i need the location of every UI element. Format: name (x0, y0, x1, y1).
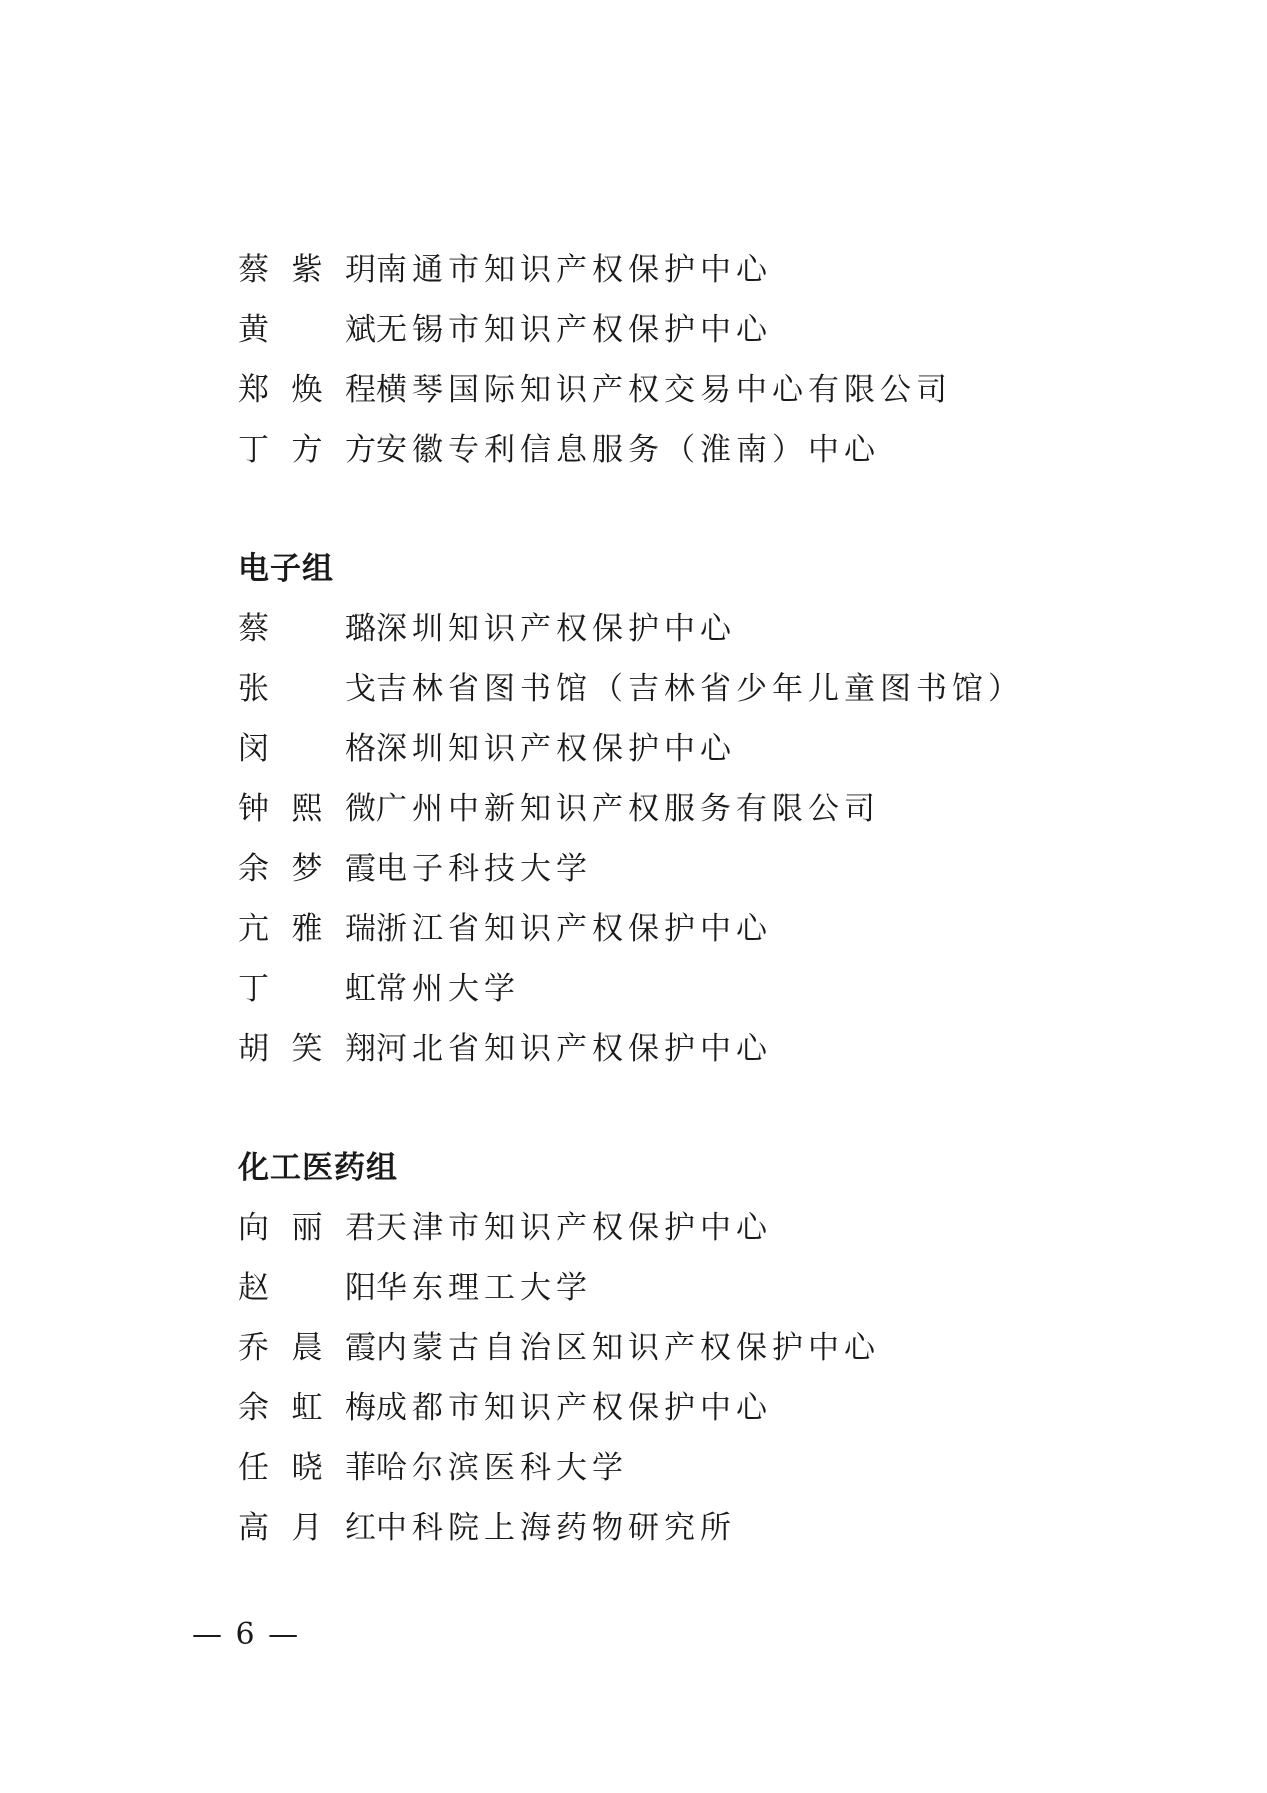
organization-name: 深圳知识产权保护中心 (376, 610, 736, 647)
organization-name: 哈尔滨医科大学 (376, 1449, 628, 1486)
organization-name: 常州大学 (376, 970, 520, 1007)
person-name: 余 虹 梅 (238, 1389, 376, 1426)
organization-name: 安徽专利信息服务（淮南）中心 (376, 431, 880, 468)
list-item (238, 1314, 1138, 1374)
organization-name: 电子科技大学 (376, 850, 592, 887)
person-name: 丁 方 方 (238, 431, 376, 468)
page-number: — 6 — (192, 1617, 301, 1652)
section-heading: 化工医药组 (238, 1149, 398, 1186)
organization-name: 天津市知识产权保护中心 (376, 1209, 772, 1246)
organization-name: 内蒙古自治区知识产权保护中心 (376, 1329, 880, 1366)
person-name: 黄 斌 (238, 311, 376, 348)
list-item (238, 236, 1138, 296)
organization-name: 华东理工大学 (376, 1269, 592, 1306)
person-name: 余 梦 霞 (238, 850, 376, 887)
section-chemical-medicine (238, 1134, 1138, 1554)
list-item (238, 775, 1138, 835)
organization-name: 浙江省知识产权保护中心 (376, 910, 772, 947)
organization-name: 河北省知识产权保护中心 (376, 1030, 772, 1067)
list-item (238, 1254, 1138, 1314)
list-item (238, 895, 1138, 955)
person-name: 丁 虹 (238, 970, 376, 1007)
person-name: 亢 雅 瑞 (238, 910, 376, 947)
person-name: 向 丽 君 (238, 1209, 376, 1246)
person-name: 郑 焕 程 (238, 371, 376, 408)
list-item (238, 955, 1138, 1015)
organization-name: 深圳知识产权保护中心 (376, 730, 736, 767)
person-name: 张 戈 (238, 670, 376, 707)
list-item (238, 1494, 1138, 1554)
organization-name: 横琴国际知识产权交易中心有限公司 (376, 371, 952, 408)
person-name: 钟 熙 微 (238, 790, 376, 827)
organization-name: 吉林省图书馆（吉林省少年儿童图书馆） (376, 670, 1024, 707)
list-item (238, 416, 1138, 476)
organization-name: 成都市知识产权保护中心 (376, 1389, 772, 1426)
list-item (238, 1194, 1138, 1254)
list-item (238, 715, 1138, 775)
organization-name: 中科院上海药物研究所 (376, 1509, 736, 1546)
organization-name: 南通市知识产权保护中心 (376, 251, 772, 288)
list-item (238, 595, 1138, 655)
person-name: 蔡 璐 (238, 610, 376, 647)
list-item (238, 835, 1138, 895)
person-name: 闵 格 (238, 730, 376, 767)
list-item (238, 1434, 1138, 1494)
person-name: 蔡 紫 玥 (238, 251, 376, 288)
list-item (238, 1015, 1138, 1075)
list-item (238, 356, 1138, 416)
person-name: 乔 晨 霞 (238, 1329, 376, 1366)
organization-name: 无锡市知识产权保护中心 (376, 311, 772, 348)
person-name: 任 晓 菲 (238, 1449, 376, 1486)
organization-name: 广州中新知识产权服务有限公司 (376, 790, 880, 827)
list-item (238, 1374, 1138, 1434)
section-electronics (238, 535, 1138, 1075)
section-heading: 电子组 (238, 550, 334, 587)
list-item (238, 296, 1138, 356)
list-item (238, 655, 1138, 715)
person-name: 高 月 红 (238, 1509, 376, 1546)
person-name: 赵 阳 (238, 1269, 376, 1306)
person-name: 胡 笑 翔 (238, 1030, 376, 1067)
section-general (238, 236, 1138, 476)
